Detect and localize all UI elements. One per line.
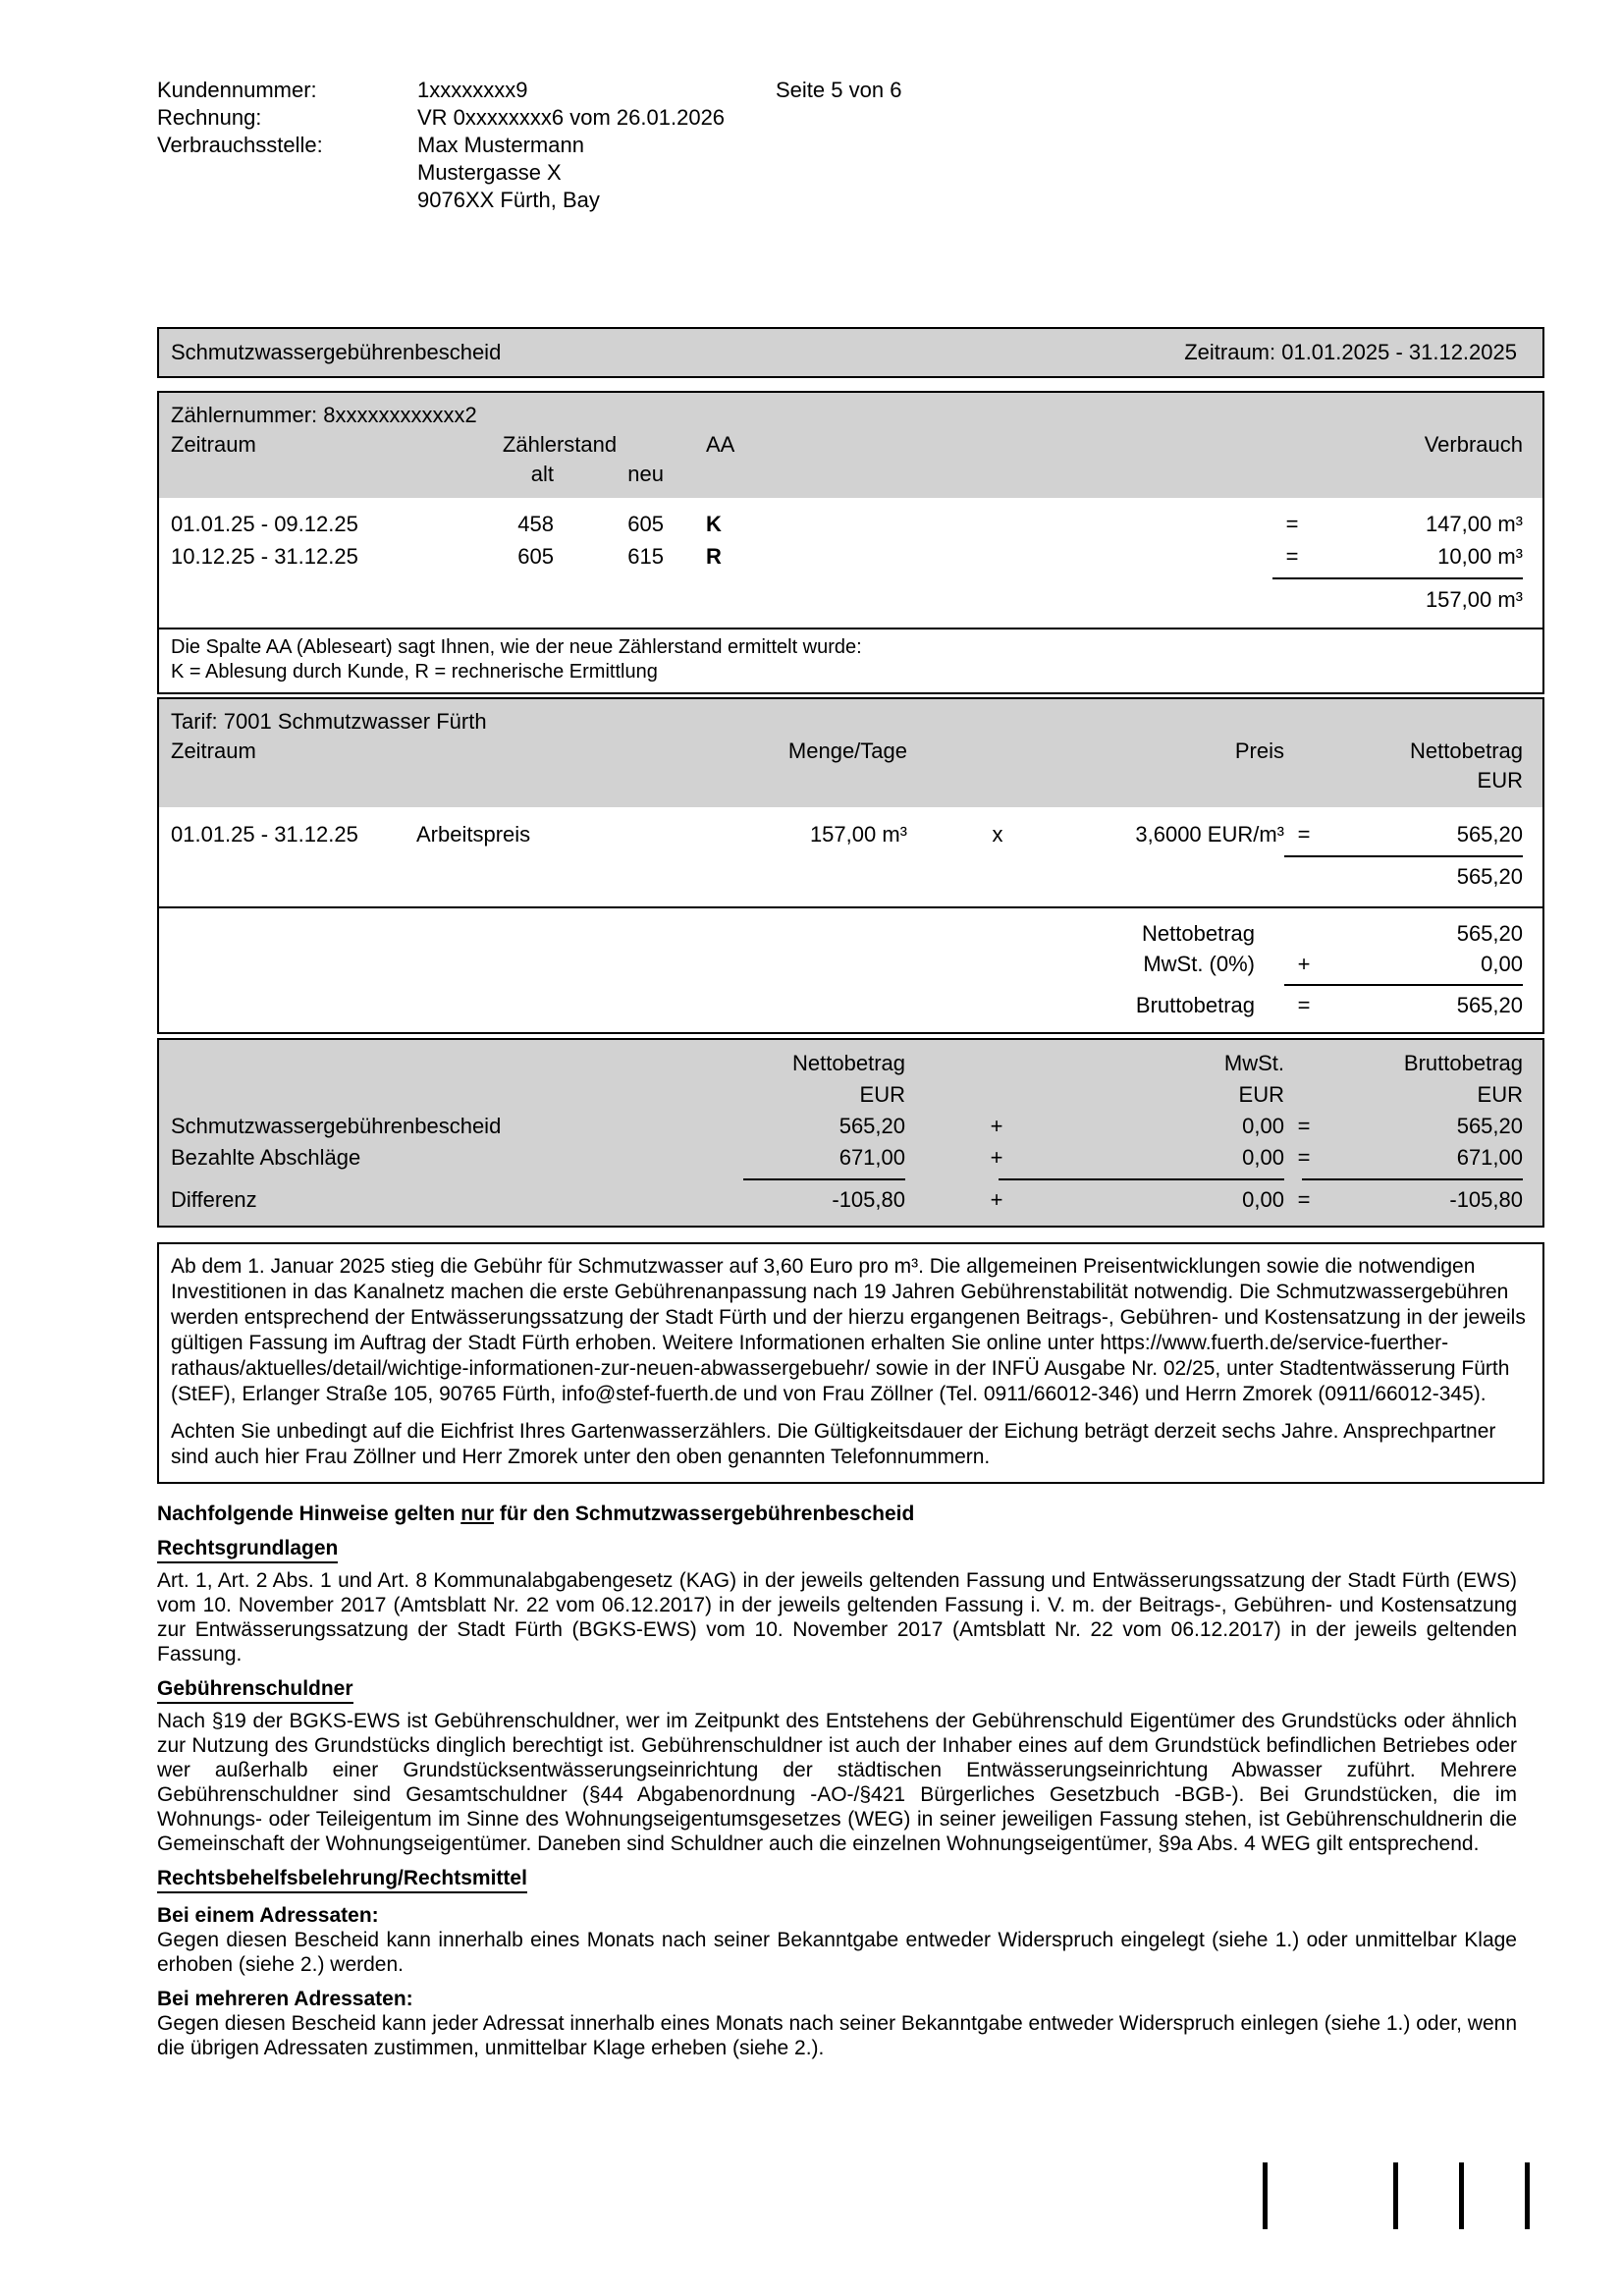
tariff-row bbox=[171, 819, 1523, 850]
nettobetrag-value: 565,20 bbox=[1456, 921, 1523, 946]
summary-row-label: Bezahlte Abschläge bbox=[171, 1145, 361, 1170]
meter-row bbox=[171, 508, 1523, 540]
meter-row bbox=[171, 540, 1523, 573]
recipient-city: 9076XX Fürth, Bay bbox=[417, 188, 600, 212]
tariff-row-netto: 565,20 bbox=[1456, 822, 1523, 847]
equals-sign: = bbox=[1285, 544, 1299, 569]
summary-difference-row bbox=[171, 1184, 1523, 1216]
print-control-mark bbox=[1459, 2162, 1464, 2229]
nettobetrag-label: Nettobetrag bbox=[1142, 921, 1255, 946]
meter-row-ableseart: K bbox=[706, 512, 722, 536]
equals-sign: = bbox=[1297, 1114, 1311, 1138]
invoice-value: VR 0xxxxxxxx6 vom 26.01.2026 bbox=[417, 105, 726, 130]
heading-rechtsgrundlagen: Rechtsgrundlagen bbox=[157, 1536, 1517, 1563]
difference-brutto: -105,80 bbox=[1449, 1187, 1523, 1212]
summary-row-netto: 565,20 bbox=[838, 1114, 905, 1138]
notice-emphasis: nur bbox=[460, 1503, 495, 1525]
summary-row-netto: 671,00 bbox=[838, 1145, 905, 1170]
notice-prefix: Nachfolgende Hinweise gelten bbox=[157, 1503, 461, 1525]
meter-number: Zählernummer: 8xxxxxxxxxxxx2 bbox=[171, 403, 477, 427]
billing-period: Zeitraum: 01.01.2025 - 31.12.2025 bbox=[1184, 340, 1517, 364]
tariff-row-zeitraum: 01.01.25 - 31.12.25 bbox=[171, 822, 358, 847]
meter-row-zeitraum: 10.12.25 - 31.12.25 bbox=[171, 544, 358, 569]
print-control-mark bbox=[1393, 2162, 1398, 2229]
subheading-ein-adressat: Bei einem Adressaten: bbox=[157, 1904, 379, 1927]
equals-sign: = bbox=[1297, 1187, 1311, 1212]
meter-total-verbrauch: 157,00 m³ bbox=[1425, 587, 1523, 612]
meter-readings-table bbox=[157, 391, 1544, 694]
mwst-label: MwSt. (0%) bbox=[1143, 952, 1255, 976]
ableseart-note-line2: K = Ablesung durch Kunde, R = rechnerische Ermittlung bbox=[171, 661, 658, 683]
equals-sign: = bbox=[1285, 512, 1299, 536]
meter-row-neu: 605 bbox=[627, 512, 664, 536]
plus-sign: + bbox=[990, 1145, 1003, 1170]
paragraph-rechtsgrundlagen: Art. 1, Art. 2 Abs. 1 und Art. 8 Kommunalabgabengesetz (KAG) in der jeweils geltenden Fassung und Entwässerungssatzung der Stadt Fürth (EWS) vom 10. November 2017 (Amtsblatt Nr. 22 vom 06.12.2017) in der jeweils geltenden Fassung i. V. m. der Beitrags-, Gebühren- und Kostensatzung zur Entwässerungssatzung der Stadt Fürth (BGKS-EWS) vom 10. November 2017 (Amtsblatt Nr. 22 vom 06.12.2017) in der jeweils geltenden Fassung. bbox=[157, 1569, 1517, 1666]
tariff-title: Tarif: 7001 Schmutzwasser Fürth bbox=[171, 709, 487, 734]
meter-table-header bbox=[159, 393, 1542, 498]
tariff-table-body bbox=[159, 807, 1542, 906]
plus-sign: + bbox=[1297, 952, 1311, 976]
col-header-eur: EUR bbox=[1477, 768, 1523, 793]
sum-rule bbox=[1284, 984, 1523, 986]
col-header-menge: Menge/Tage bbox=[787, 738, 907, 763]
col-header-aa: AA bbox=[706, 432, 735, 457]
col-header-zeitraum: Zeitraum bbox=[171, 738, 256, 763]
notice-line bbox=[157, 1502, 1517, 1526]
location-label: Verbrauchsstelle: bbox=[157, 133, 323, 157]
heading-rechtsbehelfsbelehrung: Rechtsbehelfsbelehrung/Rechtsmittel bbox=[157, 1866, 1517, 1893]
equals-sign: = bbox=[1297, 822, 1311, 847]
col-header-zaehlerstand: Zählerstand bbox=[502, 432, 618, 457]
print-control-mark bbox=[1263, 2162, 1268, 2229]
summary-row bbox=[171, 1142, 1523, 1174]
multiply-sign: x bbox=[992, 822, 1003, 847]
paragraph-gebuehrenschuldner: Nach §19 der BGKS-EWS ist Gebührenschuldner, wer im Zeitpunkt des Entstehens der Gebührenschuld Eigentümer des Grundstücks oder ähnlich zur Nutzung des Grundstücks dinglich berechtigt ist. Gebührenschuldner ist auch der Inhaber eines auf dem Grundstück befindlichen Betriebes oder wer außerhalb einer Grundstücksentwässerungseinrichtung der städtischen Entwässerungseinrichtung Abwasser zuführt. Mehrere Gebührenschuldner sind Gesamtschuldner (§44 Abgabenordnung -AO-/§421 Bürgerliches Gesetzbuch -BGB-). Bei Grundstücken, die im Wohnungs- oder Teileigentum im Sinne des Wohnungseigentumsgesetzes (WEG) in seiner jeweiligen Fassung stehen, ist Gebührenschuldnerin die Gemeinschaft der Wohnungseigentümer. Daneben sind Schuldner auch die einzelnen Wohnungseigentümer, §9a Abs. 4 WEG gilt entsprechend. bbox=[157, 1710, 1517, 1855]
paragraph-mehrere-adressaten: Gegen diesen Bescheid kann jeder Adressat innerhalb eines Monats nach seiner Bekanntgabe entweder Widerspruch einlegen (siehe 1.) oder, wenn die übrigen Adressaten zustimmen, unmittelbar Klage erheben (siehe 2.). bbox=[157, 2012, 1517, 2059]
meter-row-alt: 458 bbox=[517, 512, 554, 536]
col-header-nettobetrag: Nettobetrag bbox=[792, 1051, 905, 1075]
customer-number-label: Kundennummer: bbox=[157, 78, 317, 102]
summary-row bbox=[171, 1111, 1523, 1142]
information-box bbox=[157, 1242, 1544, 1484]
heading-gebuehrenschuldner: Gebührenschuldner bbox=[157, 1676, 1517, 1704]
recipient-name: Max Mustermann bbox=[417, 133, 584, 157]
difference-mwst: 0,00 bbox=[1242, 1187, 1284, 1212]
customer-number-value: 1xxxxxxxx9 bbox=[417, 78, 528, 102]
sum-rule bbox=[1272, 577, 1523, 579]
col-subheader-neu: neu bbox=[627, 462, 664, 486]
document-title: Schmutzwassergebührenbescheid bbox=[171, 340, 502, 364]
summary-row-mwst: 0,00 bbox=[1242, 1145, 1284, 1170]
sum-rule bbox=[743, 1178, 905, 1180]
meter-row-verbrauch: 10,00 m³ bbox=[1437, 544, 1523, 569]
col-header-eur: EUR bbox=[859, 1082, 905, 1107]
tariff-row-label: Arbeitspreis bbox=[416, 822, 531, 847]
document-header bbox=[157, 77, 1544, 214]
print-control-mark bbox=[1525, 2162, 1530, 2229]
col-header-preis: Preis bbox=[1234, 738, 1284, 763]
sum-rule bbox=[1302, 1178, 1523, 1180]
meter-row-verbrauch: 147,00 m³ bbox=[1425, 512, 1523, 536]
col-header-eur: EUR bbox=[1477, 1082, 1523, 1107]
plus-sign: + bbox=[990, 1187, 1003, 1212]
col-header-verbrauch: Verbrauch bbox=[1424, 432, 1523, 457]
info-paragraph-eichfrist: Achten Sie unbedingt auf die Eichfrist Ihres Gartenwasserzählers. Die Gültigkeitsdauer der Eichung beträgt derzeit sechs Jahre. Ansprechpartner sind auch hier Frau Zöllner und Herr Zmorek unter den oben genannten Telefonnummern. bbox=[171, 1420, 1496, 1468]
plus-sign: + bbox=[990, 1114, 1003, 1138]
col-header-mwst: MwSt. bbox=[1223, 1051, 1284, 1075]
tariff-subtotal: 565,20 bbox=[1456, 864, 1523, 889]
page-indicator: Seite 5 von 6 bbox=[776, 78, 902, 102]
notice-suffix: für den Schmutzwassergebührenbescheid bbox=[494, 1503, 915, 1525]
tariff-table bbox=[157, 697, 1544, 1034]
tariff-totals bbox=[159, 906, 1542, 1032]
legal-notes bbox=[157, 1502, 1517, 2060]
invoice-label: Rechnung: bbox=[157, 105, 262, 130]
summary-table bbox=[157, 1038, 1544, 1228]
col-header-zeitraum: Zeitraum bbox=[171, 432, 256, 457]
bruttobetrag-value: 565,20 bbox=[1456, 993, 1523, 1017]
operator bbox=[1284, 918, 1324, 949]
tariff-row-preis: 3,6000 EUR/m³ bbox=[1135, 822, 1284, 847]
sum-rule bbox=[999, 1178, 1284, 1180]
ableseart-note-line1: Die Spalte AA (Ableseart) sagt Ihnen, wie der neue Zählerstand ermittelt wurde: bbox=[171, 636, 862, 658]
sum-rule bbox=[1284, 855, 1523, 857]
bruttobetrag-label: Bruttobetrag bbox=[1135, 993, 1255, 1017]
equals-sign: = bbox=[1297, 1145, 1311, 1170]
tariff-table-header bbox=[159, 699, 1542, 807]
meter-row-zeitraum: 01.01.25 - 09.12.25 bbox=[171, 512, 358, 536]
col-header-nettobetrag: Nettobetrag bbox=[1410, 738, 1523, 763]
tariff-row-menge: 157,00 m³ bbox=[809, 822, 907, 847]
difference-label: Differenz bbox=[171, 1187, 257, 1212]
subheading-mehrere-adressaten: Bei mehreren Adressaten: bbox=[157, 1988, 413, 2010]
col-subheader-alt: alt bbox=[530, 462, 554, 486]
difference-netto: -105,80 bbox=[832, 1187, 905, 1212]
summary-row-label: Schmutzwassergebührenbescheid bbox=[171, 1114, 502, 1138]
section-title-bar bbox=[157, 327, 1544, 378]
document-content bbox=[157, 0, 1544, 2060]
equals-sign: = bbox=[1297, 993, 1311, 1017]
mwst-value: 0,00 bbox=[1481, 952, 1523, 976]
recipient-street: Mustergasse X bbox=[417, 160, 562, 185]
meter-row-alt: 605 bbox=[517, 544, 554, 569]
meter-row-ableseart: R bbox=[706, 544, 722, 569]
paragraph-ein-adressat: Gegen diesen Bescheid kann innerhalb eines Monats nach seiner Bekanntgabe entweder Widerspruch eingelegt (siehe 1.) oder unmittelbar Klage erhoben (siehe 2.) werden. bbox=[157, 1929, 1517, 1976]
meter-table-body bbox=[159, 498, 1542, 628]
meter-row-neu: 615 bbox=[627, 544, 664, 569]
summary-row-brutto: 671,00 bbox=[1456, 1145, 1523, 1170]
ableseart-note bbox=[159, 628, 1542, 692]
summary-row-brutto: 565,20 bbox=[1456, 1114, 1523, 1138]
col-header-eur: EUR bbox=[1238, 1082, 1284, 1107]
col-header-bruttobetrag: Bruttobetrag bbox=[1403, 1051, 1523, 1075]
info-paragraph-fee-increase: Ab dem 1. Januar 2025 stieg die Gebühr für Schmutzwasser auf 3,60 Euro pro m³. Die allgemeinen Preisentwicklungen sowie die notwendigen Investitionen in das Kanalnetz machen die erste Gebührenanpassung nach 19 Jahren Gebührenstabilität notwendig. Die Schmutzwassergebühren werden entsprechend der Entwässerungssatzung der Stadt Fürth und der hierzu ergangenen Beitrags-, Gebühren- und Kostensatzung in der jeweils gültigen Fassung im Auftrag der Stadt Fürth erhoben. Weitere Informationen erhalten Sie online unter https://www.fuerth.de/service-fuerther-rathaus/aktuelles/detail/wichtige-informationen-zur-neuen-abwassergebuehr/ sowie in der INFÜ Ausgabe Nr. 02/25, unter Stadtentwässerung Fürth (StEF), Erlanger Straße 105, 90765 Fürth, info@stef-fuerth.de und von Frau Zöllner (Tel. 0911/66012-346) und Herrn Zmorek (0911/66012-345). bbox=[171, 1255, 1526, 1405]
summary-row-mwst: 0,00 bbox=[1242, 1114, 1284, 1138]
